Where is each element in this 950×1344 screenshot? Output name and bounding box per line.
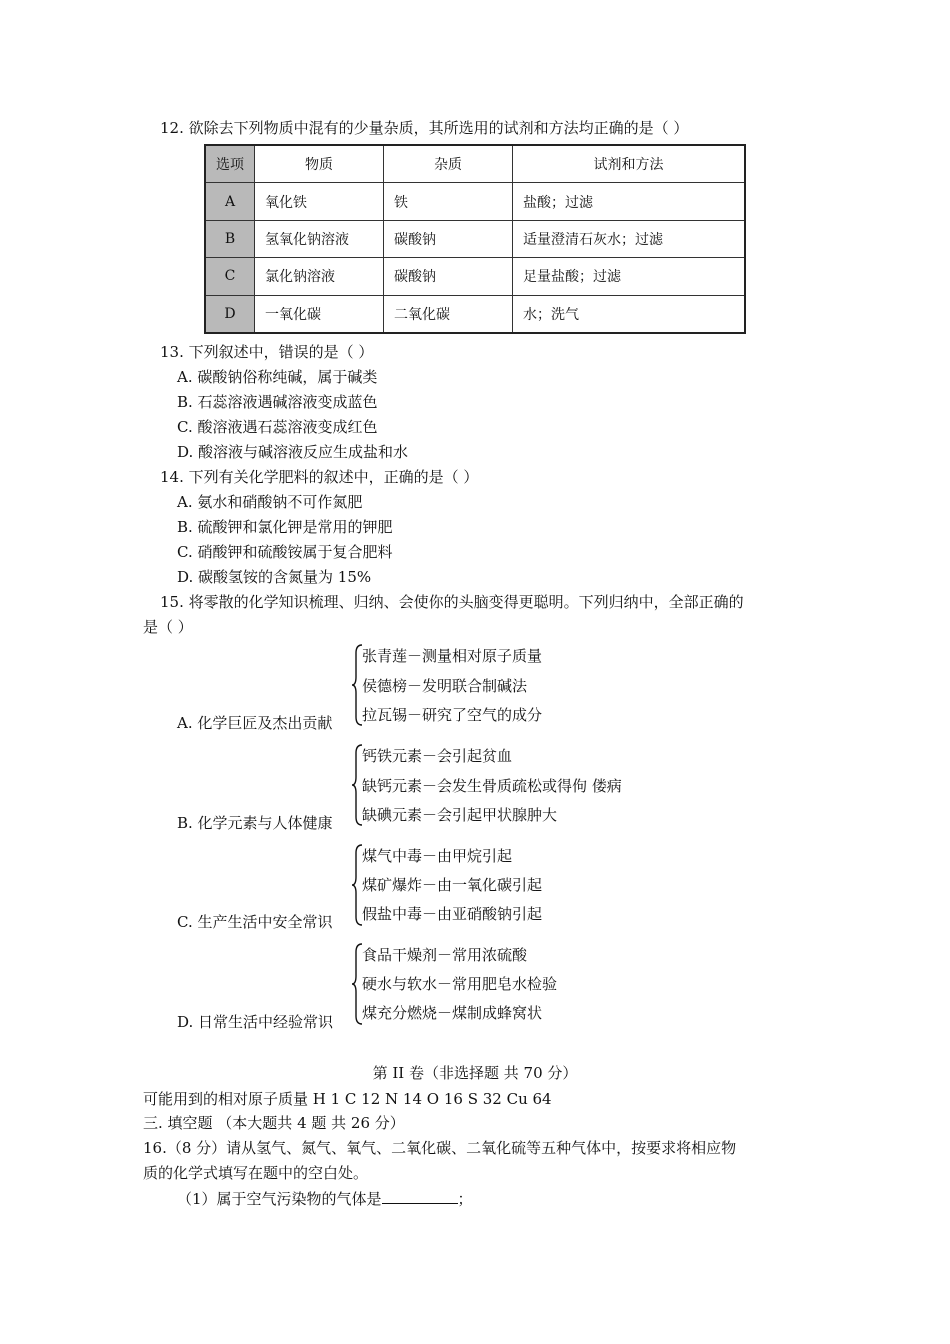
group-item: 食品干燥剂－常用浓硫酸 (362, 946, 528, 964)
table-row (205, 183, 745, 220)
option-d: D. 碳酸氢铵的含氮量为 15% (177, 568, 372, 586)
group-label: C. 生产生活中安全常识 (177, 913, 333, 931)
table-cell: 足量盐酸；过滤 (513, 258, 746, 295)
group-label: A. 化学巨匠及杰出贡献 (177, 714, 333, 732)
table-cell: D (205, 295, 255, 333)
group-item: 假盐中毒－由亚硝酸钠引起 (362, 905, 543, 923)
atomic-mass-line: 可能用到的相对原子质量 H 1 C 12 N 14 O 16 S 32 Cu 64 (143, 1090, 552, 1108)
group-item: 硬水与软水－常用肥皂水检验 (362, 975, 558, 993)
group-item: 侯德榜－发明联合制碱法 (362, 677, 528, 695)
group-label: D. 日常生活中经验常识 (177, 1013, 334, 1031)
question-16-stem-continued: 质的化学式填写在题中的空白处。 (143, 1164, 369, 1182)
option-b: B. 石蕊溶液遇碱溶液变成蓝色 (177, 393, 378, 411)
group-item: 张青莲－测量相对原子质量 (362, 647, 543, 665)
table-header-cell: 选项 (205, 145, 255, 183)
option-c: C. 酸溶液遇石蕊溶液变成红色 (177, 418, 378, 436)
table-header-cell: 试剂和方法 (513, 145, 746, 183)
table-cell: C (205, 258, 255, 295)
question-13-stem: 13. 下列叙述中，错误的是（ ） (160, 343, 374, 361)
sub-question-text: （1）属于空气污染物的气体是 (177, 1190, 382, 1208)
group-item: 缺碘元素－会引起甲状腺肿大 (362, 806, 558, 824)
table-header-cell: 物质 (255, 145, 384, 183)
table-cell: 铁 (384, 183, 513, 220)
table-cell: 适量澄清石灰水；过滤 (513, 220, 746, 257)
table-row (205, 220, 745, 257)
question-15-stem-continued: 是（ ） (143, 618, 193, 636)
sub-question-end: ； (457, 1190, 473, 1208)
question-16-stem: 16.（8 分）请从氢气、氮气、氧气、二氧化碳、二氧化硫等五种气体中，按要求将相应物 (143, 1139, 737, 1157)
group-item: 煤气中毒－由甲烷引起 (362, 847, 513, 865)
option-b: B. 硫酸钾和氯化钾是常用的钾肥 (177, 518, 393, 536)
table-cell: 氢氧化钠溶液 (255, 220, 384, 257)
question-12-stem: 12. 欲除去下列物质中混有的少量杂质，其所选用的试剂和方法均正确的是（ ） (160, 119, 689, 137)
group-label: B. 化学元素与人体健康 (177, 814, 333, 832)
table-cell: 水；洗气 (513, 295, 746, 333)
table-cell: B (205, 220, 255, 257)
table-row (205, 295, 745, 333)
table-header-cell: 杂质 (384, 145, 513, 183)
option-d: D. 酸溶液与碱溶液反应生成盐和水 (177, 443, 409, 461)
table-row (205, 258, 745, 295)
answer-blank[interactable] (382, 1189, 458, 1204)
table-cell: 盐酸；过滤 (513, 183, 746, 220)
table-header-row (205, 145, 745, 183)
option-c: C. 硝酸钾和硫酸铵属于复合肥料 (177, 543, 393, 561)
table-cell: 碳酸钠 (384, 220, 513, 257)
section-heading: 三. 填空题 （本大题共 4 题 共 26 分） (143, 1114, 405, 1132)
group-item: 拉瓦锡－研究了空气的成分 (362, 706, 543, 724)
group-item: 缺钙元素－会发生骨质疏松或得佝 偻病 (362, 777, 622, 795)
table-cell: 氧化铁 (255, 183, 384, 220)
table-cell: 碳酸钠 (384, 258, 513, 295)
question-14-stem: 14. 下列有关化学肥料的叙述中，正确的是（ ） (160, 468, 479, 486)
question-15-stem: 15. 将零散的化学知识梳理、归纳、会使你的头脑变得更聪明。下列归纳中，全部正确的 (160, 593, 744, 611)
table-cell: A (205, 183, 255, 220)
group-item: 煤矿爆炸－由一氧化碳引起 (362, 876, 543, 894)
table-cell: 一氧化碳 (255, 295, 384, 333)
part-two-title: 第 II 卷（非选择题 共 70 分） (372, 1064, 578, 1082)
group-item: 钙铁元素－会引起贫血 (362, 747, 513, 765)
table-cell: 氯化钠溶液 (255, 258, 384, 295)
question-12-table (204, 144, 746, 334)
question-16-part-1 (177, 1189, 473, 1209)
option-a: A. 碳酸钠俗称纯碱，属于碱类 (177, 368, 378, 386)
group-item: 煤充分燃烧－煤制成蜂窝状 (362, 1004, 543, 1022)
table-cell: 二氧化碳 (384, 295, 513, 333)
option-a: A. 氨水和硝酸钠不可作氮肥 (177, 493, 363, 511)
